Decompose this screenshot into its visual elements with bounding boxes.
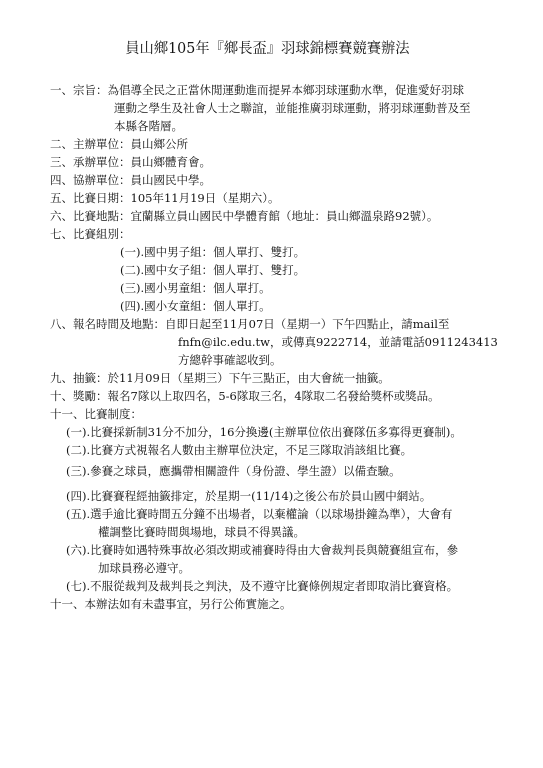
purpose-line-2: 運動之學生及社會人士之聯誼，並能推廣羽球運動，將羽球運動普及至 [114, 101, 471, 115]
purpose-line-3: 本縣各階層。 [114, 119, 183, 133]
co-organizer-line: 四、協辦單位：員山國民中學。 [50, 173, 211, 187]
rules-heading: 十一、比賽制度： [50, 407, 142, 421]
rule-item-continued: 加球員務必遵守。 [98, 561, 190, 575]
rule-item-continued: 權調整比賽時間與場地，球員不得異議。 [98, 525, 305, 539]
draw-line: 九、抽籤：於11月09日（星期三）下午三點正，由大會統一抽籤。 [50, 371, 390, 385]
host-line: 三、承辦單位：員山鄉體育會。 [50, 155, 211, 169]
closing-line: 十一、本辦法如有未盡事宜，另行公佈實施之。 [50, 597, 292, 611]
awards-line: 十、獎勵：報名7隊以上取四名，5-6隊取三名，4隊取二名發給獎杯或獎品。 [50, 389, 440, 403]
document-title: 員山鄉105年『鄉長盃』羽球錦標賽競賽辦法 [125, 41, 410, 57]
rule-item: (三).參賽之球員，應攜帶相關證件（身份證、學生證）以備查驗。 [66, 464, 401, 478]
rule-item: (六).比賽時如遇特殊事故必須改期或補賽時得由大會裁判長與競賽組宣布，參 [66, 543, 459, 557]
group-item: (二).國中女子組：個人單打、雙打。 [120, 263, 306, 277]
rule-item: (二).比賽方式視報名人數由主辦單位決定，不足三隊取消該組比賽。 [66, 443, 413, 457]
registration-line-3: 方總幹事確認收到。 [178, 353, 282, 367]
group-item: (三).國小男童組：個人單打。 [120, 281, 271, 295]
organizer-line: 二、主辦單位：員山鄉公所 [50, 137, 188, 151]
rule-item: (四).比賽賽程經抽籤排定，於星期一(11/14)之後公布於員山國中網站。 [66, 489, 432, 503]
registration-line-1: 八、報名時間及地點：自即日起至11月07日（星期一）下午四點止，請mail至 [50, 317, 450, 331]
group-item: (一).國中男子組：個人單打、雙打。 [120, 245, 306, 259]
venue-line: 六、比賽地點：宜蘭縣立員山國民中學體育館（地址：員山鄉溫泉路92號）。 [50, 209, 439, 223]
rule-item: (一).比賽採新制31分不加分，16分換邊(主辦單位依出賽隊伍多寡得更賽制)。 [66, 425, 462, 439]
groups-heading: 七、比賽組別： [50, 227, 131, 241]
rule-item: (七).不服從裁判及裁判長之判決，及不遵守比賽條例規定者即取消比賽資格。 [66, 579, 459, 593]
registration-line-2: fnfn@ilc.edu.tw，或傳真9222714，並請電話0911243413 [178, 335, 498, 349]
group-item: (四).國小女童組：個人單打。 [120, 299, 271, 313]
rule-item: (五).選手逾比賽時間五分鐘不出場者，以棄權論（以球場掛鐘為準），大會有 [66, 507, 453, 521]
date-line: 五、比賽日期：105年11月19日（星期六）。 [50, 191, 280, 205]
purpose-line-1: 一、宗旨：為倡導全民之正當休閒運動進而提昇本鄉羽球運動水準，促進愛好羽球 [50, 83, 464, 97]
